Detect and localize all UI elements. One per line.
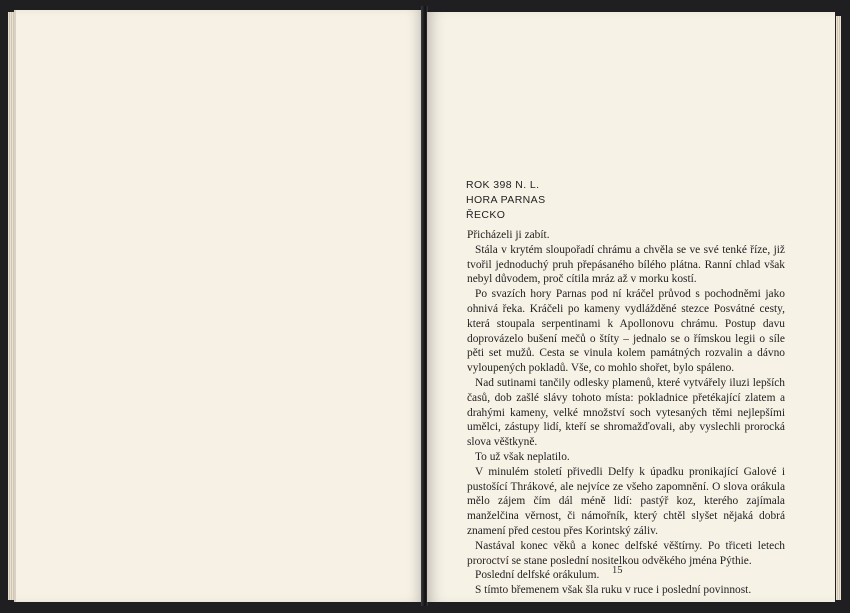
paragraph: Po svazích hory Parnas pod ní kráčel průvod s pochodněmi jako ohnivá řeka. Kráčeli po kameny vydlážděné stezce Posvátné cesty, která stoupala serpentinami k Apollonovu chrámu. Postup davu doprovázelo bušení mečů o štíty – jednalo se o římskou legii o síle pěti set mužů. Cesta se vinula kolem památných rozvalin a dávno vyloupených pokladů. Vše, co mohlo shořet, bylo spáleno. [467, 288, 785, 375]
body-text [467, 228, 785, 598]
page-number: 15 [612, 565, 623, 576]
chapter-heading [466, 178, 545, 223]
paragraph: Poslední delfské orákulum. [475, 569, 600, 582]
heading-place: HORA PARNAS [466, 194, 546, 206]
paragraph: Nad sutinami tančily odlesky plamenů, které vytvářely iluzi lepších časů, dob zašlé slávy tohoto místa: pokladnice přetékající zlatem a drahými kameny, velké množství soch vytesaných těmi nejlepšími umělci, zástupy lidí, kteří se shromažďovali, aby vyslechli prorocká slova věštkyně. [467, 376, 785, 449]
left-page-blank [14, 10, 423, 602]
paragraph: S tímto břemenem však šla ruku v ruce i poslední povinnost. [475, 584, 752, 597]
heading-country: ŘECKO [466, 209, 506, 221]
heading-year: ROK 398 N. L. [466, 179, 540, 191]
paragraph: Přicházeli ji zabít. [467, 229, 550, 241]
paragraph: Stála v krytém sloupořadí chrámu a chvěla se ve své tenké říze, již tvořil jednoduchý pruh přepásaného bílého plátna. Ranní chlad však nebyl důvodem, proč cítila mráz až v morku kostí. [467, 243, 785, 286]
paragraph: To už však neplatilo. [475, 450, 570, 463]
paragraph: V minulém století přivedli Delfy k úpadku pronikající Galové i pustošící Thrákové, ale nejvíce ze všeho zapomnění. O slova orákula mělo zájem čím dál méně lidí: pastýř koz, kterého zajímala manželčina věrnost, či námořník, který chtěl slyšet nějaká dobrá znamení před cestou přes Korintský záliv. [467, 465, 785, 537]
paragraph: Nastával konec věků a konec delfské věštírny. Po třiceti letech proroctví se stane poslední nositelkou odvěkého jména Pýthie. [467, 539, 785, 567]
